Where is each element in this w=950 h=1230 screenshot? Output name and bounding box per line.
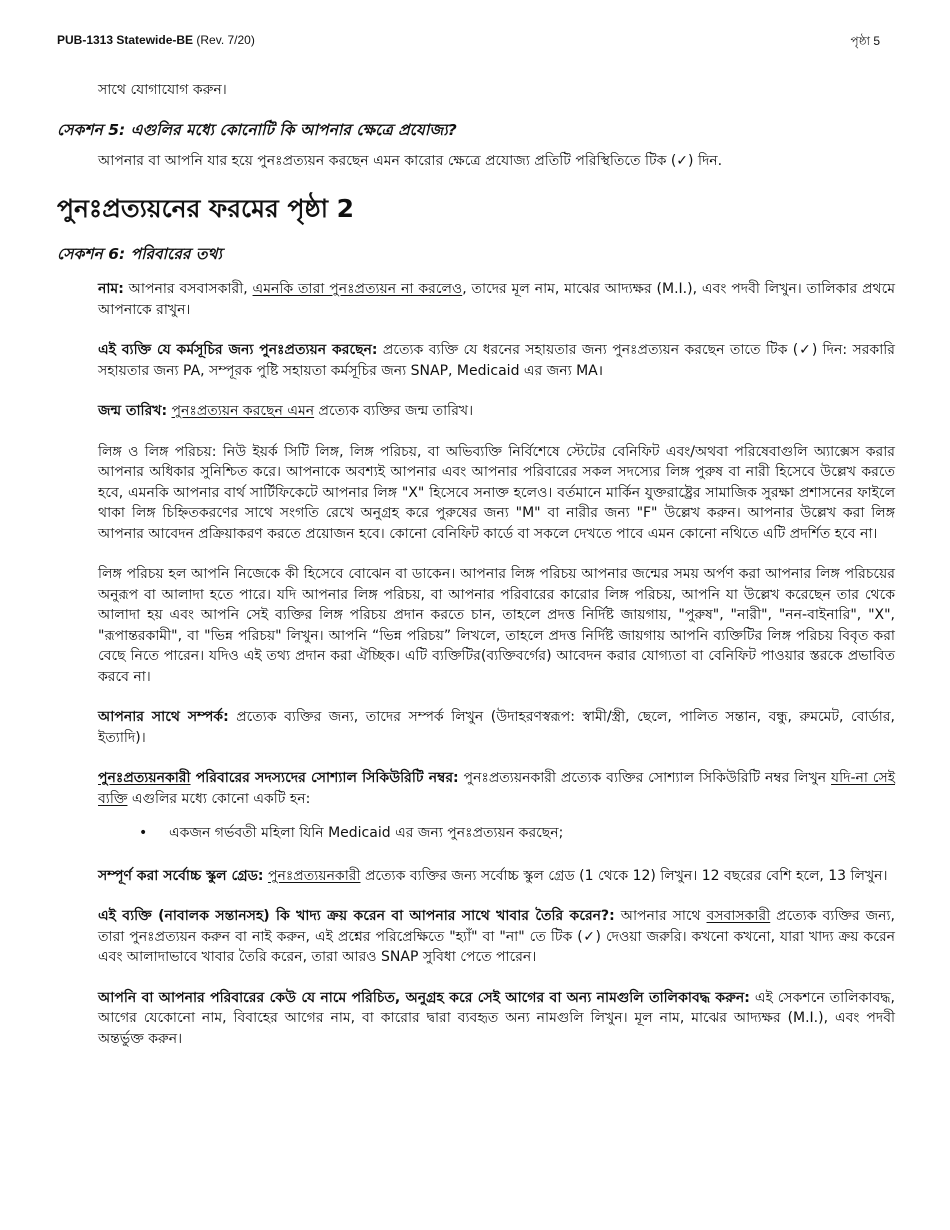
ssn-label-rest: পরিবারের সদস্যদের সোশ্যাল সিকিউরিটি নম্বর: bbox=[190, 770, 459, 786]
list-item-text: একজন গর্ভবতী মহিলা যিনি Medicaid এর জন্য পুনঃপ্রত্যয়ন করছেন; bbox=[169, 825, 564, 841]
name-text-1: আপনার বসবাসকারী, bbox=[123, 281, 253, 297]
other-names-text: এই সেকশনে তালিকাবদ্ধ, আগের যেকোনো নাম, বিবাহের আগের নাম, বা কারোর দ্বারা ব্যবহৃত অন্য নামগুলি লিখুন। মূল নাম, মাঝের আদ্যক্ষর (M.I.), এবং পদবী অন্তর্ভুক্ত করুন। bbox=[98, 989, 895, 1047]
dob-text-2: প্রত্যেক ব্যক্তির জন্ম তারিখ। bbox=[314, 403, 474, 419]
form-id bbox=[57, 33, 255, 47]
ssn-label bbox=[98, 770, 459, 786]
list-item bbox=[139, 823, 895, 844]
dob-paragraph bbox=[98, 401, 895, 422]
relationship-paragraph bbox=[98, 707, 895, 748]
ssn-text-1: পুনঃপ্রত্যয়নকারী প্রত্যেক ব্যক্তির সোশ্যাল সিকিউরিটি নম্বর লিখুন bbox=[458, 770, 832, 786]
food-underlined: বসবাসকারী bbox=[706, 908, 771, 924]
program-text: প্রত্যেক ব্যক্তি যে ধরনের সহায়তার জন্য পুনঃপ্রত্যয়ন করছেন তাতে টিক (✓) দিন: সরকারি সহায়তার জন্য PA, সম্পূরক পুষ্টি সহায়তা কর্মসূচির জন্য SNAP, Medicaid এর জন্য MA। bbox=[98, 342, 895, 379]
section6-heading: সেকশন 6: পরিবারের তথ্য bbox=[57, 245, 223, 263]
grade-text-2: প্রত্যেক ব্যক্তির জন্য সর্বোচ্চ স্কুল গ্রেড (1 থেকে 12) লিখুন। 12 বছরের বেশি হলে, 13 লিখুন। bbox=[360, 867, 888, 884]
page-number: পৃষ্ঠা 5 bbox=[850, 34, 880, 48]
other-names-paragraph bbox=[98, 988, 895, 1050]
other-names-label: আপনি বা আপনার পরিবারের কেউ যে নামে পরিচিত, অনুগ্রহ করে সেই আগের বা অন্য নামগুলি তালিকাবদ্ধ করুন: bbox=[98, 989, 750, 1006]
form-revision: (Rev. 7/20) bbox=[196, 33, 255, 47]
page-title: পুনঃপ্রত্যয়নের ফরমের পৃষ্ঠা 2 bbox=[57, 194, 355, 223]
food-paragraph bbox=[98, 906, 895, 968]
program-paragraph bbox=[98, 340, 895, 381]
food-label: এই ব্যক্তি (নাবালক সন্তানসহ) কি খাদ্য ক্রয় করেন বা আপনার সাথে খাবার তৈরি করেন?: bbox=[98, 908, 615, 924]
section5-text: আপনার বা আপনি যার হয়ে পুনঃপ্রত্যয়ন করছেন এমন কারোর ক্ষেত্রে প্রযোজ্য প্রতিটি পরিস্থিতিতে টিক (✓) দিন. bbox=[98, 152, 723, 169]
page-header bbox=[57, 33, 880, 49]
gender-paragraph: লিঙ্গ ও লিঙ্গ পরিচয়: নিউ ইয়র্ক সিটি লিঙ্গ, লিঙ্গ পরিচয়, বা অভিব্যক্তি নির্বিশেষে স্টেটের বেনিফিট এবং/অথবা পরিষেবাগুলি অ্যাক্সেস করার আপনার অধিকার সুনিশ্চিত করে। আপনাকে অবশ্যই আপনার এবং আপনার পরিবারের সকল সদস্যের লিঙ্গ পুরুষ বা নারী হিসেবে উল্লেখ করতে হবে, এমনকি আপনার বার্থ সার্টিফিকেটে আপনার লিঙ্গ "X" হিসেবে সনাক্ত হলেও। বর্তমানে মার্কিন যুক্তরাষ্ট্রের সামাজিক সুরক্ষা প্রশাসনের ফাইলে থাকা লিঙ্গ চিহ্নিতকরণের সাথে সংগতি রেখে অনুগ্রহ করে পুরুষের জন্য "M" বা নারীর জন্য "F" উল্লেখ করুন। আপনার উল্লেখ করা লিঙ্গ আপনার আবেদন প্রক্রিয়াকরণ করতে প্রয়োজন হবে। কোনো বেনিফিট কার্ডে বা সকলে দেখতে পাবে এমন কোনো নথিতে এটি প্রদর্শিত হবে না। bbox=[98, 443, 895, 542]
relationship-label: আপনার সাথে সম্পর্ক: bbox=[98, 709, 229, 725]
dob-label: জন্ম তারিখ: bbox=[98, 403, 168, 419]
name-underlined: এমনকি তারা পুনঃপ্রত্যয়ন না করলেও bbox=[252, 281, 463, 297]
ssn-text-2: এগুলির মধ্যে কোনো একটি হন: bbox=[127, 790, 311, 807]
ssn-paragraph bbox=[98, 768, 895, 809]
grade-label: সম্পূর্ণ করা সর্বোচ্চ স্কুল গ্রেড: bbox=[98, 867, 264, 884]
name-paragraph bbox=[98, 279, 895, 320]
gender-identity-paragraph: লিঙ্গ পরিচয় হল আপনি নিজেকে কী হিসেবে বোঝেন বা ডাকেন। আপনার লিঙ্গ পরিচয় আপনার জন্মের সময় অর্পণ করা আপনার লিঙ্গ পরিচয়ের অনুরূপ বা আলাদা হতে পারে। যদি আপনার লিঙ্গ পরিচয়, বা আপনার পরিবারের কারোর লিঙ্গ পরিচয়, আপনি যা উল্লেখ করেছেন তার থেকে আলাদা হয় এবং আপনি সেই ব্যক্তির লিঙ্গ পরিচয় প্রদান করতে চান, তাহলে প্রদত্ত নির্দিষ্ট জায়গায়, "পুরুষ", "নারী", "নন-বাইনারি", "X", "রূপান্তরকামী", বা "ভিন্ন পরিচয়" লিখুন। আপনি “ভিন্ন পরিচয়” লিখলে, তাহলে প্রদত্ত নির্দিষ্ট জায়গায় আপনি ব্যক্তিটির লিঙ্গ পরিচয় বিবৃত করা বেছে নিতে পারেন। যদিও এই তথ্য প্রদান করা ঐচ্ছিক। এটি ব্যক্তিটির(ব্যক্তিবর্গের) আবেদন করার যোগ্যতা বা বেনিফিট পাওয়ার স্তরকে প্রভাবিত করবে না। bbox=[98, 566, 895, 685]
program-label: এই ব্যক্তি যে কর্মসূচির জন্য পুনঃপ্রত্যয়ন করছেন: bbox=[98, 342, 378, 358]
ssn-underlined: যদি-না সেই ব্যক্তি bbox=[98, 770, 895, 807]
dob-underlined: পুনঃপ্রত্যয়ন করছেন এমন bbox=[171, 403, 315, 419]
food-text-2: প্রত্যেক ব্যক্তির জন্য, তারা পুনঃপ্রত্যয়ন করুন বা নাই করুন, এই প্রশ্নের পরিপ্রেক্ষিতে "হ্যাঁ" বা "না" তে টিক (✓) দেওয়া জরুরি। কখনো কখনো, যারা খাদ্য ক্রয় করেন এবং আলাদাভাবে খাবার তৈরি করেন, তারা আরও SNAP সুবিধা পেতে পারেন। bbox=[98, 908, 895, 965]
food-text-1: আপনার সাথে bbox=[614, 908, 707, 924]
form-code: PUB-1313 Statewide-BE bbox=[57, 33, 194, 47]
intro-line: সাথে যোগাযোগ করুন। bbox=[98, 82, 227, 98]
grade-paragraph bbox=[98, 866, 895, 887]
relationship-text: প্রত্যেক ব্যক্তির জন্য, তাদের সম্পর্ক লিখুন (উদাহরণস্বরূপ: স্বামী/স্ত্রী, ছেলে, পালিত সন্তান, বন্ধু, রুমমেট, বোর্ডার, ইত্যাদি)। bbox=[98, 709, 895, 746]
section5-heading: সেকশন 5: এগুলির মধ্যে কোনোটি কি আপনার ক্ষেত্রে প্রযোজ্য? bbox=[57, 120, 457, 139]
document-body bbox=[57, 80, 895, 1049]
grade-underlined: পুনঃপ্রত্যয়নকারী bbox=[267, 867, 361, 884]
name-text-2: , তাদের মূল নাম, মাঝের আদ্যক্ষর (M.I.), এবং পদবী লিখুন। তালিকার প্রথমে আপনাকে রাখুন। bbox=[98, 281, 896, 318]
ssn-label-underlined: পুনঃপ্রত্যয়নকারী bbox=[98, 770, 191, 786]
bullet-icon: • bbox=[139, 825, 148, 841]
name-label: নাম: bbox=[98, 281, 124, 297]
